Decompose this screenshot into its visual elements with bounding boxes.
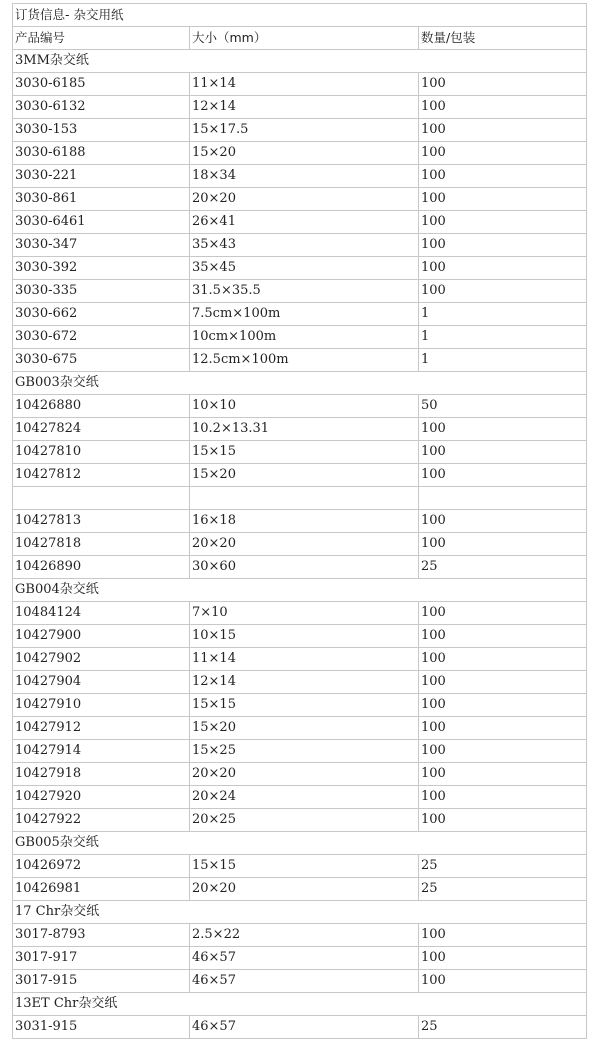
table-row bbox=[13, 809, 587, 832]
product-code-cell: 3030-153 bbox=[13, 119, 190, 142]
table-row bbox=[13, 694, 587, 717]
size-cell: 12×14 bbox=[190, 671, 419, 694]
product-code-cell: 10427812 bbox=[13, 464, 190, 487]
table-row bbox=[13, 510, 587, 533]
size-cell: 35×45 bbox=[190, 257, 419, 280]
order-info-table bbox=[12, 3, 587, 1039]
size-cell: 15×20 bbox=[190, 464, 419, 487]
product-code-cell bbox=[13, 487, 190, 510]
size-cell: 15×17.5 bbox=[190, 119, 419, 142]
quantity-cell: 25 bbox=[419, 855, 587, 878]
table-row bbox=[13, 1016, 587, 1039]
product-code-cell: 3017-8793 bbox=[13, 924, 190, 947]
table-row bbox=[13, 142, 587, 165]
product-code-cell: 10427910 bbox=[13, 694, 190, 717]
product-code-cell: 10426972 bbox=[13, 855, 190, 878]
quantity-cell: 100 bbox=[419, 280, 587, 303]
table-row bbox=[13, 349, 587, 372]
size-cell: 46×57 bbox=[190, 947, 419, 970]
quantity-cell: 25 bbox=[419, 1016, 587, 1039]
quantity-cell: 100 bbox=[419, 809, 587, 832]
product-code-cell: 3030-392 bbox=[13, 257, 190, 280]
size-cell: 26×41 bbox=[190, 211, 419, 234]
quantity-cell: 100 bbox=[419, 441, 587, 464]
quantity-cell: 100 bbox=[419, 763, 587, 786]
group-header-row bbox=[13, 901, 587, 924]
quantity-cell: 100 bbox=[419, 970, 587, 993]
product-code-cell: 10427900 bbox=[13, 625, 190, 648]
quantity-cell: 25 bbox=[419, 556, 587, 579]
quantity-cell: 100 bbox=[419, 947, 587, 970]
table-row bbox=[13, 878, 587, 901]
table-row bbox=[13, 648, 587, 671]
table-row bbox=[13, 556, 587, 579]
product-code-cell: 10427813 bbox=[13, 510, 190, 533]
size-cell: 7.5cm×100m bbox=[190, 303, 419, 326]
product-code-cell: 3030-672 bbox=[13, 326, 190, 349]
table-row bbox=[13, 671, 587, 694]
quantity-cell: 100 bbox=[419, 602, 587, 625]
size-cell: 20×25 bbox=[190, 809, 419, 832]
group-header-row bbox=[13, 372, 587, 395]
quantity-cell: 1 bbox=[419, 303, 587, 326]
table-row bbox=[13, 740, 587, 763]
quantity-cell: 100 bbox=[419, 671, 587, 694]
size-cell: 12.5cm×100m bbox=[190, 349, 419, 372]
size-cell: 20×20 bbox=[190, 188, 419, 211]
product-code-cell: 10427904 bbox=[13, 671, 190, 694]
quantity-cell: 100 bbox=[419, 533, 587, 556]
quantity-cell: 100 bbox=[419, 648, 587, 671]
product-code-cell: 10427918 bbox=[13, 763, 190, 786]
size-cell: 20×20 bbox=[190, 763, 419, 786]
group-header-row bbox=[13, 832, 587, 855]
quantity-cell: 1 bbox=[419, 349, 587, 372]
product-code-cell: 10427912 bbox=[13, 717, 190, 740]
size-cell: 20×20 bbox=[190, 878, 419, 901]
size-cell: 15×15 bbox=[190, 855, 419, 878]
quantity-cell: 100 bbox=[419, 694, 587, 717]
table-row bbox=[13, 188, 587, 211]
product-code-cell: 10427920 bbox=[13, 786, 190, 809]
table-row bbox=[13, 326, 587, 349]
table-row bbox=[13, 303, 587, 326]
size-cell: 15×20 bbox=[190, 717, 419, 740]
size-cell: 12×14 bbox=[190, 96, 419, 119]
size-cell: 15×20 bbox=[190, 142, 419, 165]
header-quantity: 数量/包装 bbox=[419, 27, 587, 50]
group-name: GB003杂交纸 bbox=[13, 372, 587, 395]
table-row bbox=[13, 947, 587, 970]
header-row bbox=[13, 27, 587, 50]
table-row bbox=[13, 924, 587, 947]
quantity-cell: 100 bbox=[419, 96, 587, 119]
table-row bbox=[13, 119, 587, 142]
product-code-cell: 3030-861 bbox=[13, 188, 190, 211]
group-header-row bbox=[13, 50, 587, 73]
product-code-cell: 10484124 bbox=[13, 602, 190, 625]
header-size: 大小（mm） bbox=[190, 27, 419, 50]
quantity-cell: 100 bbox=[419, 73, 587, 96]
size-cell: 35×43 bbox=[190, 234, 419, 257]
title-row bbox=[13, 4, 587, 27]
quantity-cell: 100 bbox=[419, 717, 587, 740]
quantity-cell: 100 bbox=[419, 740, 587, 763]
size-cell: 10×15 bbox=[190, 625, 419, 648]
size-cell: 15×15 bbox=[190, 441, 419, 464]
table-body bbox=[13, 4, 587, 1039]
table-row bbox=[13, 625, 587, 648]
quantity-cell: 100 bbox=[419, 142, 587, 165]
table-row bbox=[13, 211, 587, 234]
quantity-cell: 100 bbox=[419, 924, 587, 947]
product-code-cell: 10427914 bbox=[13, 740, 190, 763]
size-cell: 20×20 bbox=[190, 533, 419, 556]
product-code-cell: 3030-662 bbox=[13, 303, 190, 326]
quantity-cell: 100 bbox=[419, 786, 587, 809]
size-cell: 18×34 bbox=[190, 165, 419, 188]
product-code-cell: 10427824 bbox=[13, 418, 190, 441]
product-code-cell: 3030-6132 bbox=[13, 96, 190, 119]
table-row bbox=[13, 96, 587, 119]
table-row bbox=[13, 786, 587, 809]
quantity-cell: 50 bbox=[419, 395, 587, 418]
table-row bbox=[13, 165, 587, 188]
quantity-cell: 100 bbox=[419, 510, 587, 533]
table-row bbox=[13, 717, 587, 740]
table-title: 订货信息- 杂交用纸 bbox=[13, 4, 587, 27]
table-row bbox=[13, 234, 587, 257]
product-code-cell: 3030-6461 bbox=[13, 211, 190, 234]
group-name: 3MM杂交纸 bbox=[13, 50, 587, 73]
size-cell: 7×10 bbox=[190, 602, 419, 625]
product-code-cell: 10426880 bbox=[13, 395, 190, 418]
table-row bbox=[13, 970, 587, 993]
size-cell: 31.5×35.5 bbox=[190, 280, 419, 303]
group-name: GB005杂交纸 bbox=[13, 832, 587, 855]
table-row bbox=[13, 280, 587, 303]
size-cell bbox=[190, 487, 419, 510]
quantity-cell bbox=[419, 487, 587, 510]
table-row bbox=[13, 533, 587, 556]
size-cell: 2.5×22 bbox=[190, 924, 419, 947]
size-cell: 10×10 bbox=[190, 395, 419, 418]
quantity-cell: 1 bbox=[419, 326, 587, 349]
quantity-cell: 100 bbox=[419, 418, 587, 441]
product-code-cell: 3030-221 bbox=[13, 165, 190, 188]
product-code-cell: 3030-6188 bbox=[13, 142, 190, 165]
product-code-cell: 3030-6185 bbox=[13, 73, 190, 96]
size-cell: 11×14 bbox=[190, 73, 419, 96]
product-code-cell: 3030-347 bbox=[13, 234, 190, 257]
product-code-cell: 10427922 bbox=[13, 809, 190, 832]
size-cell: 20×24 bbox=[190, 786, 419, 809]
table-row bbox=[13, 602, 587, 625]
quantity-cell: 100 bbox=[419, 257, 587, 280]
product-code-cell: 3017-915 bbox=[13, 970, 190, 993]
product-code-cell: 3031-915 bbox=[13, 1016, 190, 1039]
table-row bbox=[13, 464, 587, 487]
quantity-cell: 100 bbox=[419, 188, 587, 211]
table-row bbox=[13, 395, 587, 418]
size-cell: 46×57 bbox=[190, 1016, 419, 1039]
product-code-cell: 10427902 bbox=[13, 648, 190, 671]
table-row bbox=[13, 418, 587, 441]
size-cell: 30×60 bbox=[190, 556, 419, 579]
quantity-cell: 100 bbox=[419, 119, 587, 142]
size-cell: 15×15 bbox=[190, 694, 419, 717]
product-code-cell: 10427810 bbox=[13, 441, 190, 464]
size-cell: 46×57 bbox=[190, 970, 419, 993]
product-code-cell: 3030-675 bbox=[13, 349, 190, 372]
size-cell: 11×14 bbox=[190, 648, 419, 671]
header-product-code: 产品编号 bbox=[13, 27, 190, 50]
product-code-cell: 10426890 bbox=[13, 556, 190, 579]
size-cell: 15×25 bbox=[190, 740, 419, 763]
quantity-cell: 100 bbox=[419, 211, 587, 234]
product-code-cell: 10426981 bbox=[13, 878, 190, 901]
table-row bbox=[13, 763, 587, 786]
table-row bbox=[13, 487, 587, 510]
quantity-cell: 25 bbox=[419, 878, 587, 901]
size-cell: 10.2×13.31 bbox=[190, 418, 419, 441]
product-code-cell: 3030-335 bbox=[13, 280, 190, 303]
table-row bbox=[13, 73, 587, 96]
table-row bbox=[13, 441, 587, 464]
group-header-row bbox=[13, 993, 587, 1016]
size-cell: 10cm×100m bbox=[190, 326, 419, 349]
group-header-row bbox=[13, 579, 587, 602]
table-row bbox=[13, 855, 587, 878]
group-name: 13ET Chr杂交纸 bbox=[13, 993, 587, 1016]
product-code-cell: 10427818 bbox=[13, 533, 190, 556]
size-cell: 16×18 bbox=[190, 510, 419, 533]
quantity-cell: 100 bbox=[419, 464, 587, 487]
group-name: 17 Chr杂交纸 bbox=[13, 901, 587, 924]
quantity-cell: 100 bbox=[419, 625, 587, 648]
table-row bbox=[13, 257, 587, 280]
group-name: GB004杂交纸 bbox=[13, 579, 587, 602]
quantity-cell: 100 bbox=[419, 165, 587, 188]
product-code-cell: 3017-917 bbox=[13, 947, 190, 970]
quantity-cell: 100 bbox=[419, 234, 587, 257]
